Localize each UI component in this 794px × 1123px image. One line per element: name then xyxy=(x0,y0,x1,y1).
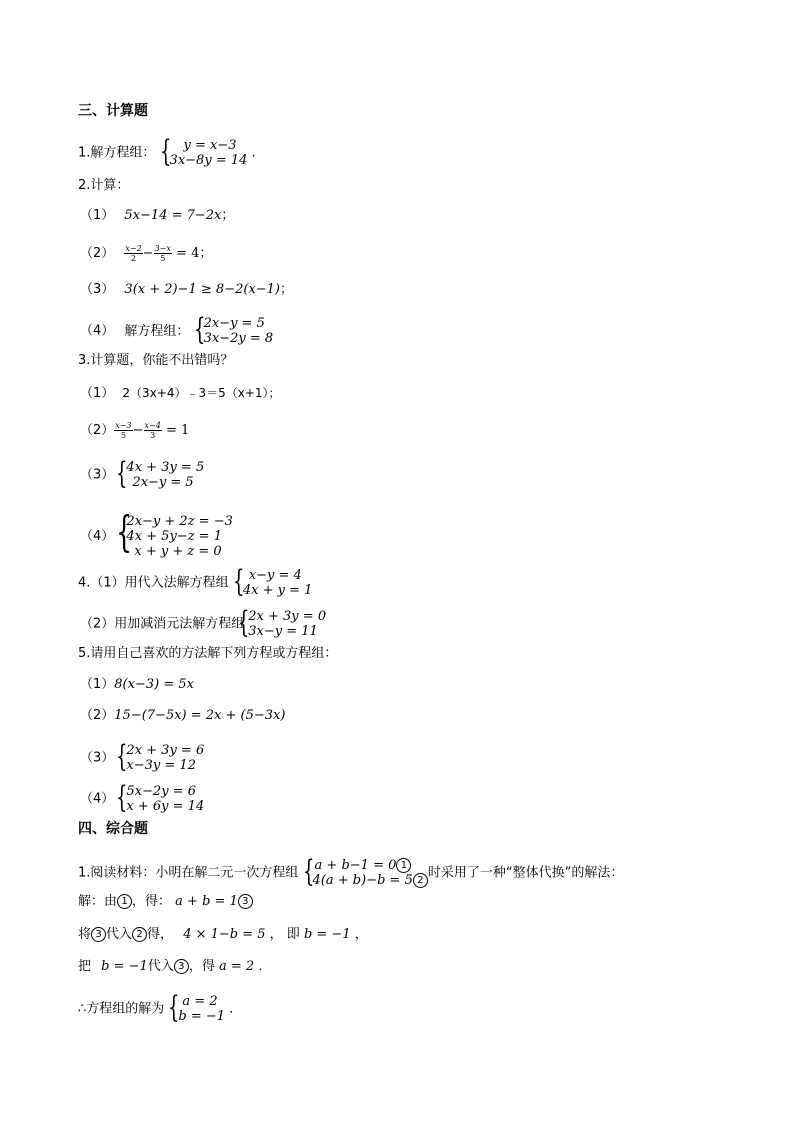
c1-s4-period: ． xyxy=(229,1001,243,1017)
q5-p1-equation: 8(x−3) = 5x xyxy=(114,677,194,692)
c1-s2-text-a: 将 xyxy=(78,927,92,942)
q5-p3-label: （3） xyxy=(80,750,115,766)
q4-p1-eq-1: x−y = 4 xyxy=(248,568,302,583)
c1-s3-text-a: 把 xyxy=(78,959,92,974)
q2-p4-eq-2: 3x−2y = 8 xyxy=(203,331,274,346)
q1-system: { y = x−3 3x−8y = 14 xyxy=(159,134,248,169)
q3-p4-eq-2: 4x + 5y−z = 1 xyxy=(126,529,222,544)
circled-number-1: 1 xyxy=(117,894,132,909)
circled-number-2: 2 xyxy=(132,927,147,942)
c1-eq-2: 4(a + b)−b = 5 xyxy=(312,873,413,888)
q4-part-1 xyxy=(78,564,313,599)
q3-label: 3.计算题，你能不出错吗？ xyxy=(78,353,234,368)
q3-p2-label: （2） xyxy=(80,423,115,438)
circled-number-3: 3 xyxy=(91,927,106,942)
q3-p4-system: { 2x−y + 2z = −3 4x + 5y−z = 1 x + y + z = 0 xyxy=(116,507,233,559)
c1-s3-text-b: 代入 xyxy=(147,959,174,974)
q3-p3-system: { 4x + 3y = 5 2x−y = 5 xyxy=(116,456,205,491)
c1-system: { a + b−1 = 0 1 4(a + b)−b = 5 2 xyxy=(303,858,428,888)
q3-p4-label: （4） xyxy=(80,529,115,544)
q3-p3-eq-2: 2x−y = 5 xyxy=(132,475,194,490)
circled-number-2: 2 xyxy=(413,873,428,888)
q5-p2-equation: 15−(7−5x) = 2x + (5−3x) xyxy=(114,708,286,723)
c1-after: 时采用了一种“整体代换”的解法： xyxy=(427,865,624,881)
q3-p4-eq-3: x + y + z = 0 xyxy=(134,544,222,559)
q2-p3-equation: 3(x + 2)−1 ≥ 8−2(x−1) xyxy=(124,282,280,297)
q3-part-2 xyxy=(80,421,189,440)
c1-step-1 xyxy=(78,894,253,910)
q5-p3-eq-1: 2x + 3y = 6 xyxy=(126,743,205,758)
q5-label: 5.请用自己喜欢的方法解下列方程或方程组： xyxy=(78,646,338,661)
q2-p1-equation: 5x−14 = 7−2x xyxy=(124,208,222,223)
circled-number-3: 3 xyxy=(238,894,253,909)
c1-s2-text-c: 得， xyxy=(147,927,174,942)
q5-part-2 xyxy=(80,708,285,724)
section-title-calc: 三、计算题 xyxy=(78,103,148,119)
q3-p2-fraction-1: $\frac{x-3}{5}$ xyxy=(115,421,132,440)
q5-p2-label: （2） xyxy=(80,708,115,723)
q3-p4-eq-1: 2x−y + 2z = −3 xyxy=(126,514,233,529)
circled-number-3: 3 xyxy=(174,959,189,974)
q2-label: 2.计算： xyxy=(78,178,130,193)
q3-p2-rest: = 1 xyxy=(165,423,190,438)
q5-p3-eq-2: x−3y = 12 xyxy=(126,758,196,773)
q5-p3-system: { 2x + 3y = 6 x−3y = 12 xyxy=(116,739,205,774)
q2-p2-fraction-2: $\frac{3-x}{5}$ xyxy=(154,244,171,263)
q2-p2-minus: − xyxy=(142,246,154,261)
q5-p1-label: （1） xyxy=(80,677,115,692)
q4-p2-label: （2）用加减消元法解方程组 xyxy=(80,616,245,632)
c1-intro: 1.阅读材料：小明在解二元一次方程组 xyxy=(78,865,299,881)
q3-part-3 xyxy=(80,456,205,491)
q2-p3-label: （3） xyxy=(80,282,115,297)
q3-p3-eq-1: 4x + 3y = 5 xyxy=(126,460,205,475)
q4-p1-system: { x−y = 4 4x + y = 1 xyxy=(232,564,313,599)
q4-p1-eq-2: 4x + y = 1 xyxy=(242,583,313,598)
c1-solution-a: a = 2 xyxy=(182,994,218,1009)
q1-label: 1.解方程组： xyxy=(78,145,156,161)
q2-p2-rest: = 4； xyxy=(176,246,213,261)
circled-number-1: 1 xyxy=(396,858,411,873)
q5-p4-system: { 5x−2y = 6 x + 6y = 14 xyxy=(116,780,205,815)
c1-step-2 xyxy=(78,927,368,943)
c1-intro-line xyxy=(78,854,624,889)
q5-part-1 xyxy=(80,677,194,693)
q4-p2-system: { 2x + 3y = 0 3x−y = 11 xyxy=(238,605,327,640)
q3-p2-fraction-2: $\frac{x-4}{3}$ xyxy=(144,421,161,440)
q3-part-1 xyxy=(80,385,281,402)
q3-p1-equation: 2（3x+4）﹣3＝5（x+1）； xyxy=(122,386,281,400)
q2-p4-text: 解方程组： xyxy=(124,323,190,339)
q2-part-1 xyxy=(80,208,234,224)
q5-part-3 xyxy=(80,739,205,774)
q2-part-4 xyxy=(80,312,274,347)
q5-p4-eq-2: x + 6y = 14 xyxy=(126,799,205,814)
c1-s4-text: ∴方程组的解为 xyxy=(78,1001,165,1017)
c1-s2-text-e: ， xyxy=(354,927,368,942)
c1-s1-equation: a + b = 1 xyxy=(175,894,238,909)
q2-part-2 xyxy=(80,244,212,263)
c1-eq-1: a + b−1 = 0 xyxy=(314,858,397,873)
c1-s2-text-b: 代入 xyxy=(106,927,133,942)
q3-p2-minus: − xyxy=(132,423,144,438)
section-title-comprehensive: 四、综合题 xyxy=(78,821,148,837)
question-1 xyxy=(78,134,256,169)
q4-p2-eq-2: 3x−y = 11 xyxy=(248,624,318,639)
c1-solution-system: { a = 2 b = −1 xyxy=(168,990,226,1025)
q2-p4-system: { 2x−y = 5 3x−2y = 8 xyxy=(193,312,274,347)
c1-s2-text-d: ， 即 xyxy=(269,927,300,942)
q2-p4-label: （4） xyxy=(80,323,115,339)
c1-s1-text-a: 解：由 xyxy=(78,894,118,909)
q2-p1-label: （1） xyxy=(80,208,115,223)
q4-p2-eq-1: 2x + 3y = 0 xyxy=(248,609,327,624)
q4-part-2 xyxy=(80,605,327,640)
q2-p2-fraction-1: $\frac{x-2}{2}$ xyxy=(125,244,142,263)
c1-s3-equation-1: b = −1 xyxy=(101,959,148,974)
c1-s1-text-b: ，得： xyxy=(132,894,172,909)
q1-tail: . xyxy=(251,145,256,161)
c1-step-4 xyxy=(78,990,243,1025)
q5-p4-eq-1: 5x−2y = 6 xyxy=(126,784,196,799)
q1-eq-2: 3x−8y = 14 xyxy=(169,153,248,168)
c1-step-3 xyxy=(78,959,271,975)
q3-part-4 xyxy=(80,507,233,559)
q5-p4-label: （4） xyxy=(80,791,115,807)
q1-eq-1: y = x−3 xyxy=(183,138,237,153)
c1-s3-text-d: ． xyxy=(258,959,272,974)
c1-s3-equation-2: a = 2 xyxy=(218,959,255,974)
c1-s2-equation-2: b = −1 xyxy=(303,927,351,942)
q3-p1-label: （1） xyxy=(80,386,115,401)
c1-s2-equation-1: 4 × 1−b = 5 xyxy=(183,927,266,942)
q5-part-4 xyxy=(80,780,205,815)
q2-part-3: （3） 3(x + 2)−1 ≥ 8−2(x−1)； xyxy=(80,282,294,297)
q4-p1-label: 4.（1）用代入法解方程组 xyxy=(78,575,229,591)
c1-s3-text-c: ，得 xyxy=(188,959,215,974)
q2-p4-eq-1: 2x−y = 5 xyxy=(203,316,265,331)
q3-p3-label: （3） xyxy=(80,467,115,483)
c1-solution-b: b = −1 xyxy=(178,1009,226,1024)
q2-p1-semicolon: ； xyxy=(221,208,235,223)
q2-p2-label: （2） xyxy=(80,246,115,261)
